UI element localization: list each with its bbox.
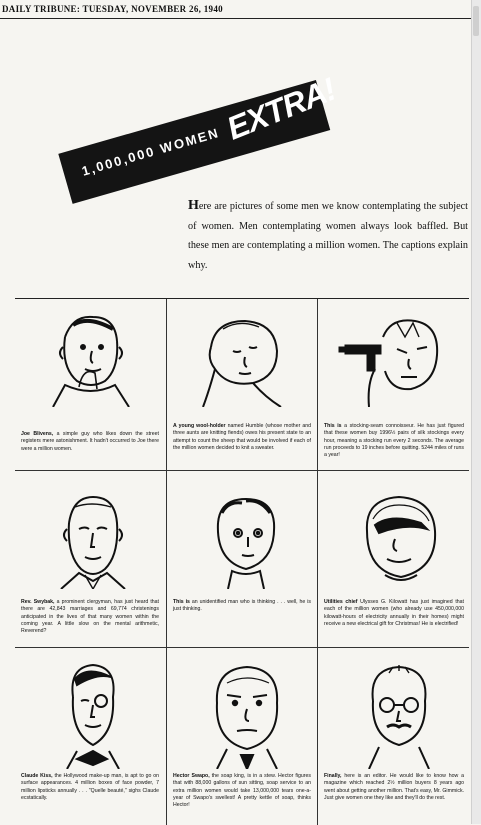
cartoon-wool-holder [193,307,293,407]
cartoon-editor [349,659,449,769]
masthead-text: DAILY TRIBUNE: TUESDAY, NOVEMBER 26, 1940 [2,4,223,14]
caption-body: an unidentified man who is thinking . . . well, he is just thinking. [173,599,311,613]
caption-utilities-chief [324,599,464,628]
caption-body: here is an editor. He would like to know how a magazine which reached 2½ million buyers 8 years ago went about getting another million. That's easy, Mr. Gimmick. Just give women one they like and they'll do the rest. [324,773,465,801]
vertical-scrollbar[interactable] [471,0,481,824]
grid-divider-v1 [166,299,167,825]
caption-lead: Claude Kiss, [21,773,53,779]
caption-lead: Utilities chief [324,599,358,605]
masthead [0,0,472,19]
cartoon-hector-swapo [197,659,297,769]
caption-lead: Hector Swapo, [173,773,210,779]
caption-rev-swybak [21,599,159,635]
caption-lead: Rev. Swybak, [21,599,55,605]
caption-hector-swapo [173,773,311,809]
caption-lead: Joe Blivens, [21,431,54,437]
cartoon-joe-blivens [43,307,138,407]
caption-lead: This is [173,599,190,605]
caption-lead: This is [324,423,342,429]
caption-body: a simple guy who likes down the street registers mere astonishment. It hadn't occurred to Joe there were a million women. [21,431,159,452]
cartoon-utilities-chief [345,485,455,589]
banner-million-women: 1,000,000 WOMEN [80,124,222,179]
caption-lead: Finally, [324,773,342,779]
grid-divider-h1 [15,470,469,471]
caption-wool-holder [173,423,311,452]
caption-body: the Hollywood make-up man, is apt to go on surface appearances. 4 million boxes of face powder, 7 million lipsticks annually . . . "Quelle beauté," sighs Claude ecstatically. [21,773,159,801]
caption-thinking-man [173,599,311,614]
caption-stocking-connoisseur [324,423,464,459]
cartoon-stocking-connoisseur [335,307,455,407]
caption-body: named Humble (whose mother and three aunts are knitting fiends) owes his present state to an attempt to count the sheep that would be involved if each of the million women decided to knit a sweater. [173,423,311,451]
cartoon-claude-kiss [47,659,137,769]
cartoon-thinking-man [198,489,293,589]
cartoon-grid [15,298,469,825]
grid-divider-v2 [317,299,318,825]
scrollbar-thumb[interactable] [473,6,479,36]
caption-body: the soap king, is in a stew. Hector figures that with 88,000 gallons of sun sitting, soap service to an extra million women would take 13,000,000 tears one-a-year of Swapo's swellest! A pretty kettle of soap, thinks Hector! [173,773,311,809]
caption-claude-kiss [21,773,159,802]
intro-dropcap: H [188,198,199,213]
banner-extra: EXTRA! [221,70,341,147]
caption-body: a stocking-seam connoisseur. He has just figured that these women buy 1996½ pairs of silk stockings every hour, meaning a stocking run every 2 seconds. The average run proceeds to 19 inches before quitting. 5244 miles of runs a year! [324,423,464,459]
caption-lead: A young wool-holder [173,423,226,429]
intro-paragraph [188,196,468,275]
caption-joe-blivens [21,431,159,453]
caption-body: a prominent clergyman, has just heard that there are 42,843 marriages and 69,774 christenings anticipated in the lives of that many women within the coming year. A little slow on the mental arithmetic, Reverend? [21,599,159,635]
caption-body: Ulysses G. Kilowatt has just imagined that each of the million women (who already use 450,000,000 kilowatt-hours of electricity annually in their homes) might receive a new electrical gift for Christmas! He is electrified! [324,599,464,627]
caption-editor [324,773,464,802]
intro-text: ere are pictures of some men we know contemplating the subject of women. Men contemplating women always look baffled. But these men are contemplating a million women. The captions explain why. [188,201,468,271]
cartoon-rev-swybak [45,489,140,589]
grid-divider-h2 [15,647,469,648]
